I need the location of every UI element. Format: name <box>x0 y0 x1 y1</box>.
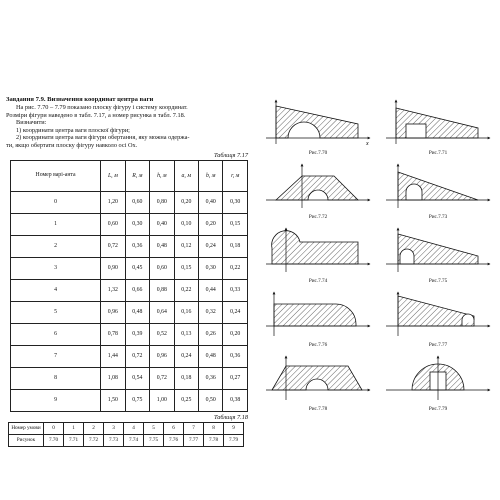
task-line: 1) координати центра ваги плоскої фігури; <box>16 126 130 134</box>
table-17-caption: Таблиця 7.17 <box>214 151 248 159</box>
table-cell: 0,96 <box>150 345 174 367</box>
table-cell: 0,26 <box>199 323 223 345</box>
table-cell: 0,40 <box>150 213 174 235</box>
table-17-body <box>11 191 248 411</box>
table-cell: 0,38 <box>223 389 248 411</box>
table-18-caption: Таблиця 7.18 <box>214 413 248 421</box>
table-header: h, м <box>150 160 174 191</box>
table-cell: 0,20 <box>174 191 198 213</box>
figure-7-73 <box>382 162 494 220</box>
figure-7-76 <box>262 290 374 348</box>
table-cell: 9 <box>11 389 101 411</box>
table-cell: 0,24 <box>174 345 198 367</box>
figure-caption: Рис.7.77 <box>428 342 448 348</box>
table-row <box>11 213 248 235</box>
table-header: b, м <box>199 160 223 191</box>
table-row <box>11 301 248 323</box>
table-cell: 0,88 <box>150 279 174 301</box>
table-cell: 0,44 <box>199 279 223 301</box>
table-row <box>11 257 248 279</box>
table-cell: 0,20 <box>223 323 248 345</box>
table-row <box>11 235 248 257</box>
figure-caption: Рис.7.74 <box>308 278 328 284</box>
table-cell: 0,48 <box>150 235 174 257</box>
table-cell: 0,60 <box>101 213 125 235</box>
table-cell: 7.72 <box>84 434 104 446</box>
task-line: ти, якщо обертати плоску фігуру навколо осі Ox. <box>6 141 138 149</box>
figure-caption: Рис.7.71 <box>428 150 448 156</box>
table-cell: 0,78 <box>101 323 125 345</box>
table-cell: 7.76 <box>164 434 184 446</box>
table-cell: 1,50 <box>101 389 125 411</box>
figure-caption: Рис.7.72 <box>308 214 328 220</box>
table-cell: 1,08 <box>101 367 125 389</box>
table-cell: 7.73 <box>104 434 124 446</box>
table-cell: 0,40 <box>199 191 223 213</box>
table-cell: 6 <box>11 323 101 345</box>
figure-7-79 <box>382 354 494 412</box>
table-cell: 0,10 <box>174 213 198 235</box>
table-cell: 0,75 <box>125 389 149 411</box>
table-cell: 0 <box>11 191 101 213</box>
table-cell: 0,33 <box>223 279 248 301</box>
table-cell: 2 <box>11 235 101 257</box>
table-cell: 0,24 <box>223 301 248 323</box>
table-cell: 2 <box>84 422 104 434</box>
task-line: Визначити: <box>16 119 47 127</box>
table-cell: 0,36 <box>223 345 248 367</box>
table-row <box>11 345 248 367</box>
table-cell: 0,48 <box>125 301 149 323</box>
table-cell: 0,22 <box>223 257 248 279</box>
table-cell: 3 <box>11 257 101 279</box>
table-cell: 6 <box>164 422 184 434</box>
table-cell: 0,12 <box>174 235 198 257</box>
figure-caption: Рис.7.75 <box>428 278 448 284</box>
table-18 <box>8 422 244 447</box>
figure-caption: Рис.7.70 <box>308 150 328 156</box>
figure-7-77 <box>382 290 494 348</box>
table-cell: 0,72 <box>101 235 125 257</box>
figure-7-78 <box>262 354 374 412</box>
table-cell: 7.74 <box>124 434 144 446</box>
table-row <box>11 323 248 345</box>
table-cell: 0,96 <box>101 301 125 323</box>
table-cell: Рисунок <box>9 434 44 446</box>
table-cell: 4 <box>124 422 144 434</box>
table-cell: 5 <box>144 422 164 434</box>
table-cell: 0,22 <box>174 279 198 301</box>
table-cell: 0,16 <box>174 301 198 323</box>
table-cell: 0,36 <box>199 367 223 389</box>
table-cell: 1 <box>64 422 84 434</box>
table-cell: 7.79 <box>224 434 244 446</box>
figure-7-74 <box>262 226 374 284</box>
table-cell: 0,54 <box>125 367 149 389</box>
figure-caption: Рис.7.78 <box>308 406 328 412</box>
figures-panel <box>262 98 494 416</box>
table-cell: 0,72 <box>150 367 174 389</box>
table-cell: 4 <box>11 279 101 301</box>
table-row <box>11 191 248 213</box>
table-cell: 0,27 <box>223 367 248 389</box>
table-header: r, м <box>223 160 248 191</box>
table-row <box>11 279 248 301</box>
table-cell: 5 <box>11 301 101 323</box>
table-cell: 0,15 <box>174 257 198 279</box>
table-cell: 1 <box>11 213 101 235</box>
figure-7-70 <box>262 98 374 156</box>
task-title: Завдання 7.9. Визначення координат центра ваги <box>6 96 154 103</box>
table-cell: 3 <box>104 422 124 434</box>
figure-7-71 <box>382 98 494 156</box>
table-cell: 7.71 <box>64 434 84 446</box>
table-row <box>9 422 244 434</box>
table-cell: 8 <box>204 422 224 434</box>
table-cell: 1,00 <box>150 389 174 411</box>
table-header: R, м <box>125 160 149 191</box>
table-cell: 0,90 <box>101 257 125 279</box>
table-cell: 7.78 <box>204 434 224 446</box>
figure-caption: Рис.7.76 <box>308 342 328 348</box>
table-cell: 0,60 <box>150 257 174 279</box>
table-cell: 0,13 <box>174 323 198 345</box>
table-cell: 0,52 <box>150 323 174 345</box>
table-cell: 0,18 <box>223 235 248 257</box>
table-cell: 0,32 <box>199 301 223 323</box>
task-line: Розміри фігури наведено в табл. 7.17, а номер рисунка в табл. 7.18. <box>6 111 186 119</box>
table-cell: Номер умови <box>9 422 44 434</box>
table-cell: 0,15 <box>223 213 248 235</box>
figure-7-75 <box>382 226 494 284</box>
table-cell: 0,39 <box>125 323 149 345</box>
table-cell: 1,32 <box>101 279 125 301</box>
axis-x-label: x <box>366 141 369 147</box>
table-cell: 0,30 <box>223 191 248 213</box>
table-cell: 0 <box>44 422 64 434</box>
table-cell: 7.75 <box>144 434 164 446</box>
task-line: 2) координати центра ваги фігури обертання, яку можна одержа- <box>16 134 190 142</box>
table-cell: 7.70 <box>44 434 64 446</box>
table-cell: 0,64 <box>150 301 174 323</box>
table-cell: 7.77 <box>184 434 204 446</box>
table-cell: 0,20 <box>199 213 223 235</box>
table-cell: 0,18 <box>174 367 198 389</box>
table-cell: 1,44 <box>101 345 125 367</box>
table-cell: 0,50 <box>199 389 223 411</box>
table-cell: 0,60 <box>125 191 149 213</box>
table-row <box>9 434 244 446</box>
table-cell: 0,36 <box>125 235 149 257</box>
table-cell: 0,25 <box>174 389 198 411</box>
table-17 <box>10 160 248 412</box>
table-cell: 0,30 <box>125 213 149 235</box>
table-header: L, м <box>101 160 125 191</box>
table-cell: 0,66 <box>125 279 149 301</box>
table-row <box>11 389 248 411</box>
figure-caption: Рис.7.79 <box>428 406 448 412</box>
table-cell: 7 <box>184 422 204 434</box>
table-cell: 0,45 <box>125 257 149 279</box>
table-row <box>11 367 248 389</box>
figure-caption: Рис.7.73 <box>428 214 448 220</box>
table-cell: 0,30 <box>199 257 223 279</box>
table-cell: 0,48 <box>199 345 223 367</box>
table-cell: 1,20 <box>101 191 125 213</box>
table-header: a, м <box>174 160 198 191</box>
table-cell: 0,80 <box>150 191 174 213</box>
table-cell: 9 <box>224 422 244 434</box>
table-header: Номер варі-анта <box>11 160 101 191</box>
table-cell: 8 <box>11 367 101 389</box>
table-cell: 0,24 <box>199 235 223 257</box>
table-cell: 0,72 <box>125 345 149 367</box>
task-line: На рис. 7.70 – 7.79 показано плоску фігуру і систему координат. <box>16 104 188 111</box>
task-panel <box>6 96 252 447</box>
figure-7-72 <box>262 162 374 220</box>
table-cell: 7 <box>11 345 101 367</box>
